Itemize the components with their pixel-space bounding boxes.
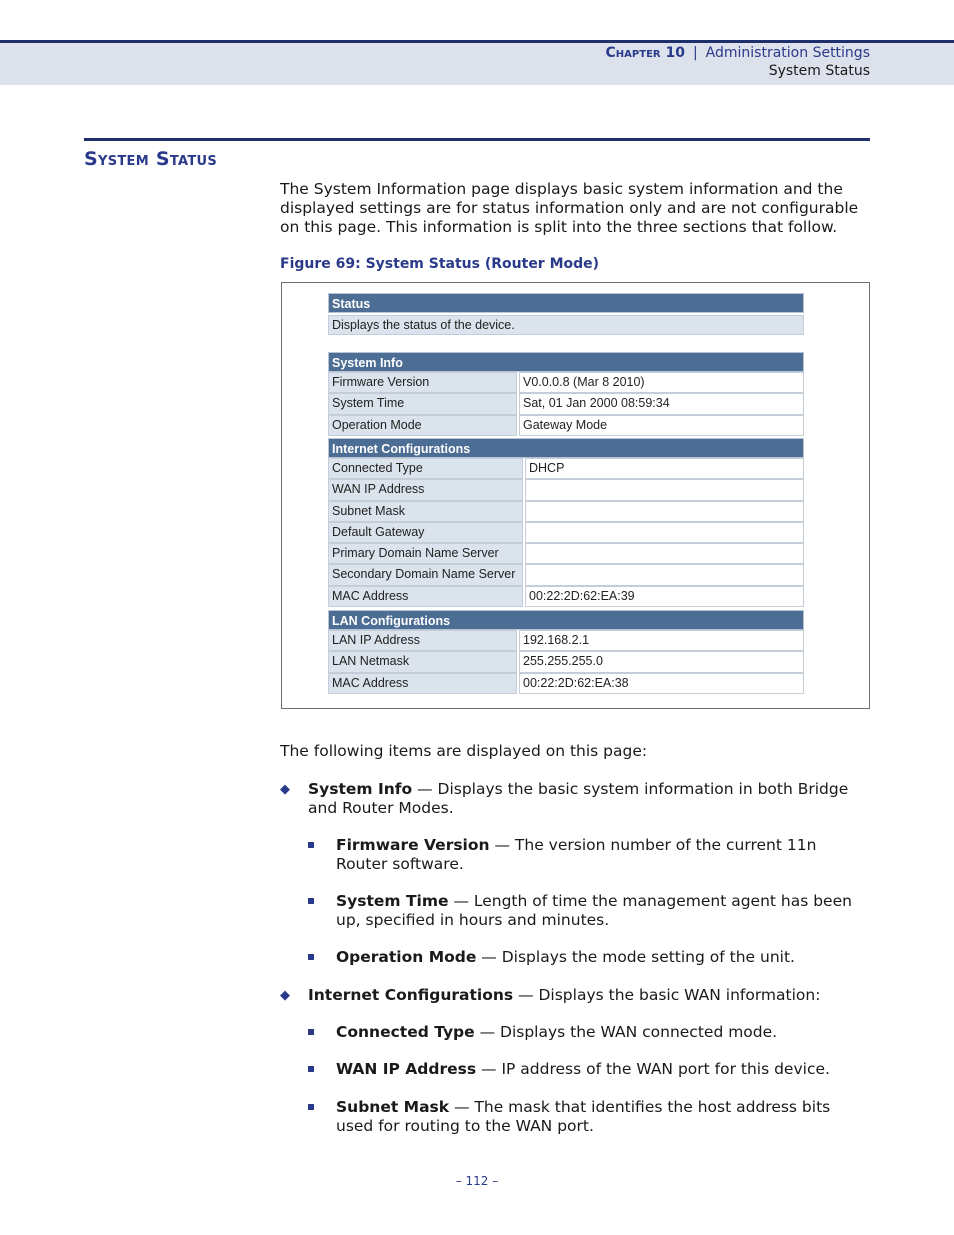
row-value [525,564,804,585]
list-item [336,1060,868,1079]
table-row [328,393,804,414]
row-label: Operation Mode [328,415,517,436]
row-value [525,522,804,543]
item-term: Operation Mode [336,948,477,966]
internet-config-header: Internet Configurations [328,438,804,458]
item-text: — The version number of the current 11n Router software. [336,836,817,873]
row-label: MAC Address [328,586,523,607]
table-row [328,543,804,564]
list-item [336,1098,868,1136]
item-text: — Displays the WAN connected mode. [474,1023,778,1041]
following-paragraph: The following items are displayed on this page: [280,742,648,760]
row-value: V0.0.0.8 (Mar 8 2010) [519,372,804,393]
table-row [328,630,804,651]
row-value [525,479,804,500]
row-label: WAN IP Address [328,479,523,500]
square-bullet-icon [308,842,314,848]
internet-config-table [328,438,804,607]
row-value: Sat, 01 Jan 2000 08:59:34 [519,393,804,414]
row-value: DHCP [525,458,804,479]
row-label: Primary Domain Name Server [328,543,523,564]
status-description: Displays the status of the device. [328,315,804,335]
square-bullet-icon [308,1066,314,1072]
diamond-bullet-icon: ◆ [280,782,290,797]
table-row [328,673,804,694]
running-header-section: System Status [768,63,870,79]
item-term: System Info [308,780,413,798]
status-header: Status [328,293,804,313]
row-label: System Time [328,393,517,414]
item-term: Subnet Mask [336,1098,450,1116]
square-bullet-icon [308,954,314,960]
list-item [280,780,868,818]
row-label: Secondary Domain Name Server [328,564,523,585]
list-item [336,1023,868,1042]
figure-screenshot [281,282,870,709]
page-number: – 112 – [455,1174,499,1188]
table-row [328,651,804,672]
list-item [336,892,868,930]
row-label: Subnet Mask [328,501,523,522]
list-item [280,986,868,1005]
row-value: 00:22:2D:62:EA:38 [519,673,804,694]
lan-config-table [328,610,804,694]
square-bullet-icon [308,898,314,904]
item-text: — Length of time the management agent has been up, specified in hours and minutes. [336,892,852,929]
intro-paragraph: The System Information page displays basic system information and the displayed settings are for status information only and are not configurable on this page. This information is split into the three sections that follow. [280,180,859,236]
header-separator: | [692,45,698,61]
system-info-table [328,352,804,436]
item-term: Connected Type [336,1023,475,1041]
table-row [328,586,804,607]
status-table [328,293,804,335]
row-label: Default Gateway [328,522,523,543]
row-label: LAN Netmask [328,651,517,672]
list-item [336,948,868,967]
item-text: — Displays the mode setting of the unit. [476,948,795,966]
item-term: Internet Configurations [308,986,514,1004]
section-rule [84,138,870,141]
system-info-header: System Info [328,352,804,372]
table-row [328,501,804,522]
row-value [525,501,804,522]
item-term: WAN IP Address [336,1060,477,1078]
table-row [328,479,804,500]
chapter-title: Administration Settings [705,45,870,61]
row-value: 192.168.2.1 [519,630,804,651]
square-bullet-icon [308,1104,314,1110]
list-item [336,836,868,874]
item-text: — Displays the basic system information in both Bridge and Router Modes. [308,780,849,817]
table-row [328,564,804,585]
table-row [328,372,804,393]
item-term: Firmware Version [336,836,490,854]
table-row [328,522,804,543]
row-value [525,543,804,564]
row-value: Gateway Mode [519,415,804,436]
item-term: System Time [336,892,449,910]
item-text: — Displays the basic WAN information: [513,986,821,1004]
item-text: — IP address of the WAN port for this device. [476,1060,830,1078]
chapter-label: Chapter 10 [605,45,685,61]
section-title: System Status [84,148,218,170]
row-label: MAC Address [328,673,517,694]
table-row [328,415,804,436]
row-label: LAN IP Address [328,630,517,651]
row-value: 00:22:2D:62:EA:39 [525,586,804,607]
row-label: Firmware Version [328,372,517,393]
row-label: Connected Type [328,458,523,479]
figure-caption: Figure 69: System Status (Router Mode) [280,256,600,272]
table-row [328,458,804,479]
square-bullet-icon [308,1029,314,1035]
running-header-chapter [606,45,870,61]
lan-config-header: LAN Configurations [328,610,804,630]
row-value: 255.255.255.0 [519,651,804,672]
diamond-bullet-icon: ◆ [280,988,290,1003]
item-text: — The mask that identifies the host address bits used for routing to the WAN port. [336,1098,831,1135]
